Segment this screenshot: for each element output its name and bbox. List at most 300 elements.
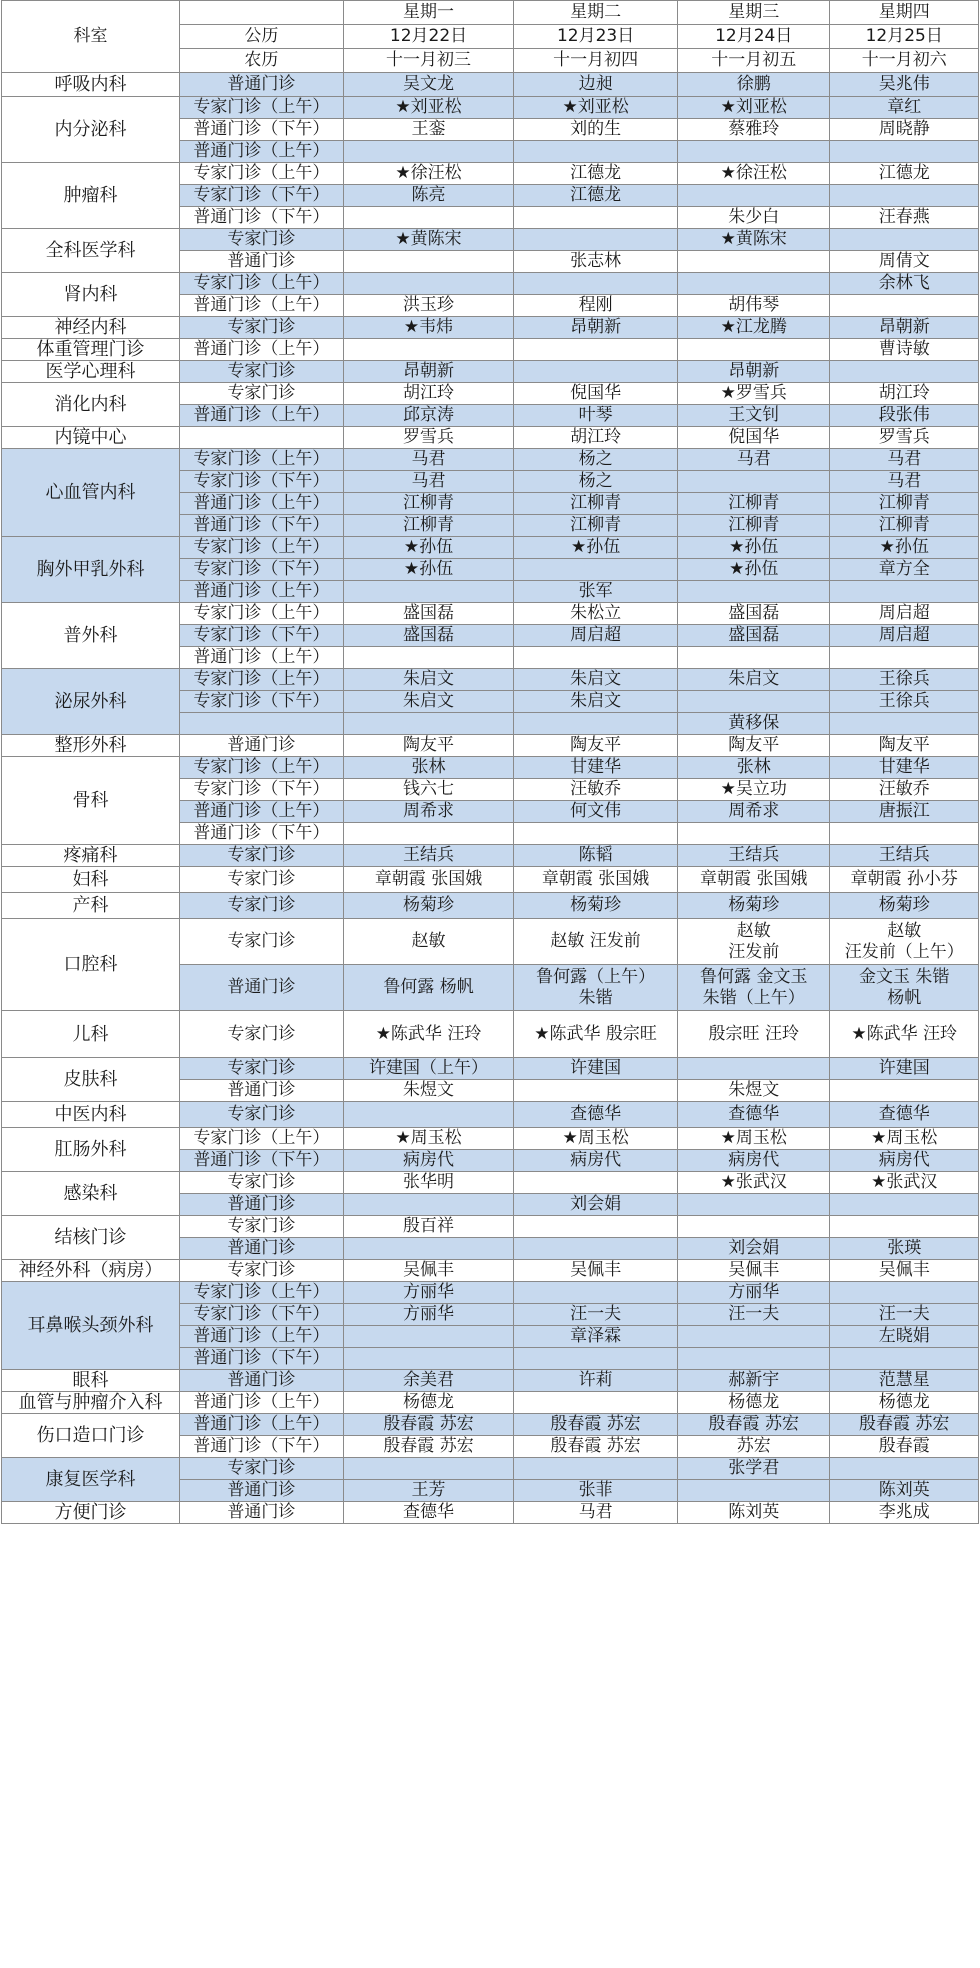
doctor-cell: 江柳青 [514, 515, 678, 537]
clinic-type: 普通门诊 [179, 1194, 343, 1216]
doctor-cell [343, 1102, 513, 1128]
doctor-cell [830, 229, 979, 251]
doctor-cell: 胡江玲 [514, 427, 678, 449]
doctor-cell: 江德龙 [830, 163, 979, 185]
doctor-cell: 杨菊珍 [830, 893, 979, 919]
doctor-cell: ★罗雪兵 [678, 383, 830, 405]
doctor-cell: 章朝霞 张国娥 [678, 867, 830, 893]
doctor-cell: 曹诗敏 [830, 339, 979, 361]
clinic-type: 普通门诊（下午） [179, 1436, 343, 1458]
doctor-cell: 方丽华 [678, 1282, 830, 1304]
doctor-cell: 汪一夫 [514, 1304, 678, 1326]
doctor-cell: 杨菊珍 [343, 893, 513, 919]
doctor-cell: 郝新宇 [678, 1370, 830, 1392]
doctor-cell: 病房代 [514, 1150, 678, 1172]
doctor-cell: 倪国华 [678, 427, 830, 449]
doctor-cell: 罗雪兵 [343, 427, 513, 449]
doctor-cell: 马君 [830, 449, 979, 471]
department-name: 内分泌科 [2, 97, 180, 163]
doctor-cell: 左晓娟 [830, 1326, 979, 1348]
lunar-date: 十一月初六 [830, 49, 979, 73]
doctor-cell: ★黄陈宋 [678, 229, 830, 251]
doctor-cell: 张志林 [514, 251, 678, 273]
doctor-cell [830, 141, 979, 163]
department-name: 肾内科 [2, 273, 180, 317]
doctor-cell: 查德华 [830, 1102, 979, 1128]
doctor-cell: 胡伟琴 [678, 295, 830, 317]
doctor-cell: 周启超 [514, 625, 678, 647]
doctor-cell: 杨菊珍 [514, 893, 678, 919]
department-name: 产科 [2, 893, 180, 919]
department-name: 体重管理门诊 [2, 339, 180, 361]
department-name: 内镜中心 [2, 427, 180, 449]
doctor-cell: ★孙伍 [830, 537, 979, 559]
weekday-header: 星期一 [343, 1, 513, 25]
doctor-cell: 朱少白 [678, 207, 830, 229]
doctor-cell: 章朝霞 张国娥 [514, 867, 678, 893]
doctor-cell [514, 207, 678, 229]
doctor-cell: 周倩文 [830, 251, 979, 273]
doctor-cell: 吴文龙 [343, 73, 513, 97]
doctor-cell [830, 823, 979, 845]
doctor-cell [678, 1326, 830, 1348]
doctor-cell [678, 691, 830, 713]
doctor-cell: 江柳青 [514, 493, 678, 515]
doctor-cell: 周晓静 [830, 119, 979, 141]
doctor-cell [678, 1348, 830, 1370]
gregorian-date: 12月22日 [343, 25, 513, 49]
doctor-cell: 殷春霞 苏宏 [343, 1414, 513, 1436]
doctor-cell: 赵敏 汪发前（上午） [830, 919, 979, 965]
doctor-cell: 江德龙 [514, 163, 678, 185]
schedule-row [2, 669, 979, 691]
doctor-cell: 张林 [678, 757, 830, 779]
doctor-cell: 陶友平 [678, 735, 830, 757]
schedule-body [2, 1, 979, 1524]
department-name: 医学心理科 [2, 361, 180, 383]
doctor-cell: ★吴立功 [678, 779, 830, 801]
doctor-cell: 章朝霞 张国娥 [343, 867, 513, 893]
doctor-cell: 杨菊珍 [678, 893, 830, 919]
department-name: 肛肠外科 [2, 1128, 180, 1172]
doctor-cell: 陈刘英 [678, 1502, 830, 1524]
clinic-type: 普通门诊（上午） [179, 647, 343, 669]
schedule-row [2, 893, 979, 919]
schedule-row [2, 229, 979, 251]
department-name: 心血管内科 [2, 449, 180, 537]
doctor-cell: 王芳 [343, 1480, 513, 1502]
doctor-cell [830, 361, 979, 383]
doctor-cell: ★张武汉 [830, 1172, 979, 1194]
doctor-cell: 江柳青 [678, 493, 830, 515]
doctor-cell: 张学君 [678, 1458, 830, 1480]
department-name: 整形外科 [2, 735, 180, 757]
doctor-cell: 查德华 [678, 1102, 830, 1128]
doctor-cell [830, 1216, 979, 1238]
schedule-row [2, 1414, 979, 1436]
doctor-cell: 朱启文 [678, 669, 830, 691]
department-name: 感染科 [2, 1172, 180, 1216]
gregorian-date: 12月24日 [678, 25, 830, 49]
doctor-cell: 王文钊 [678, 405, 830, 427]
doctor-cell: ★孙伍 [514, 537, 678, 559]
doctor-cell [514, 823, 678, 845]
doctor-cell: 杨德龙 [830, 1392, 979, 1414]
doctor-cell [678, 185, 830, 207]
department-name: 伤口造口门诊 [2, 1414, 180, 1458]
doctor-cell: 杨之 [514, 471, 678, 493]
doctor-cell: ★刘亚松 [514, 97, 678, 119]
doctor-cell [514, 1216, 678, 1238]
doctor-cell [343, 273, 513, 295]
doctor-cell: 范慧星 [830, 1370, 979, 1392]
schedule-row [2, 757, 979, 779]
doctor-cell: 吴佩丰 [678, 1260, 830, 1282]
schedule-row [2, 449, 979, 471]
doctor-cell [830, 185, 979, 207]
schedule-row [2, 1502, 979, 1524]
doctor-cell: 段张伟 [830, 405, 979, 427]
department-name: 胸外甲乳外科 [2, 537, 180, 603]
doctor-cell [514, 1080, 678, 1102]
doctor-cell: 王徐兵 [830, 669, 979, 691]
doctor-cell [514, 559, 678, 581]
department-name: 疼痛科 [2, 845, 180, 867]
clinic-type: 普通门诊（上午） [179, 493, 343, 515]
clinic-type: 专家门诊 [179, 1058, 343, 1080]
doctor-cell: 盛国磊 [343, 603, 513, 625]
department-name: 结核门诊 [2, 1216, 180, 1260]
department-name: 肿瘤科 [2, 163, 180, 229]
department-name: 妇科 [2, 867, 180, 893]
doctor-cell: 朱启文 [514, 691, 678, 713]
clinic-type: 普通门诊（上午） [179, 405, 343, 427]
doctor-cell: 程刚 [514, 295, 678, 317]
clinic-type: 普通门诊（下午） [179, 119, 343, 141]
clinic-type: 专家门诊 [179, 229, 343, 251]
department-name: 血管与肿瘤介入科 [2, 1392, 180, 1414]
doctor-cell: 殷春霞 苏宏 [514, 1436, 678, 1458]
doctor-cell: 许莉 [514, 1370, 678, 1392]
doctor-cell: 江柳青 [678, 515, 830, 537]
schedule-row [2, 1458, 979, 1480]
clinic-type: 普通门诊 [179, 1080, 343, 1102]
doctor-cell: 胡江玲 [343, 383, 513, 405]
department-name: 儿科 [2, 1011, 180, 1058]
clinic-type: 普通门诊（下午） [179, 515, 343, 537]
doctor-cell: ★刘亚松 [343, 97, 513, 119]
doctor-cell: 汪一夫 [678, 1304, 830, 1326]
doctor-cell: 甘建华 [514, 757, 678, 779]
schedule-row [2, 317, 979, 339]
weekday-header: 星期四 [830, 1, 979, 25]
doctor-cell: 李兆成 [830, 1502, 979, 1524]
doctor-cell: 胡江玲 [830, 383, 979, 405]
doctor-cell [830, 1458, 979, 1480]
doctor-cell: 昂朝新 [830, 317, 979, 339]
weekday-header: 星期三 [678, 1, 830, 25]
doctor-cell: 倪国华 [514, 383, 678, 405]
doctor-cell: 鲁何露 杨帆 [343, 965, 513, 1011]
doctor-cell [830, 1348, 979, 1370]
doctor-cell: ★韦炜 [343, 317, 513, 339]
doctor-cell [514, 229, 678, 251]
clinic-type [179, 713, 343, 735]
doctor-cell: 盛国磊 [343, 625, 513, 647]
doctor-cell [343, 1458, 513, 1480]
doctor-cell: 张林 [343, 757, 513, 779]
doctor-cell: 病房代 [678, 1150, 830, 1172]
doctor-cell: 章方全 [830, 559, 979, 581]
clinic-type: 专家门诊（上午） [179, 537, 343, 559]
doctor-cell: ★周玉松 [830, 1128, 979, 1150]
header-blank-cell [179, 1, 343, 25]
doctor-cell [678, 339, 830, 361]
doctor-cell: 昂朝新 [514, 317, 678, 339]
doctor-cell [514, 273, 678, 295]
doctor-cell [678, 1194, 830, 1216]
doctor-cell [343, 581, 513, 603]
doctor-cell: 江柳青 [343, 515, 513, 537]
doctor-cell [343, 207, 513, 229]
doctor-cell: 马君 [678, 449, 830, 471]
department-name: 全科医学科 [2, 229, 180, 273]
schedule-row [2, 603, 979, 625]
doctor-cell: 金文玉 朱锴 杨帆 [830, 965, 979, 1011]
department-name: 神经外科（病房） [2, 1260, 180, 1282]
schedule-row [2, 1260, 979, 1282]
clinic-type: 普通门诊（上午） [179, 1414, 343, 1436]
doctor-cell [678, 1480, 830, 1502]
schedule-row [2, 1128, 979, 1150]
dept-header-cell: 科室 [2, 1, 180, 73]
clinic-type: 普通门诊 [179, 735, 343, 757]
lunar-label: 农历 [179, 49, 343, 73]
clinic-type: 普通门诊（上午） [179, 339, 343, 361]
doctor-cell [678, 581, 830, 603]
doctor-cell: 徐鹏 [678, 73, 830, 97]
doctor-cell: 章朝霞 孙小芬 [830, 867, 979, 893]
doctor-cell: 张华明 [343, 1172, 513, 1194]
doctor-cell: ★孙伍 [678, 559, 830, 581]
clinic-type: 专家门诊（上午） [179, 1282, 343, 1304]
doctor-cell: 章红 [830, 97, 979, 119]
clinic-type: 专家门诊 [179, 1011, 343, 1058]
department-name: 神经内科 [2, 317, 180, 339]
doctor-cell [514, 1238, 678, 1260]
clinic-type: 专家门诊 [179, 1102, 343, 1128]
doctor-cell: 马君 [343, 471, 513, 493]
clinic-type: 专家门诊 [179, 919, 343, 965]
schedule-row [2, 1216, 979, 1238]
schedule-row [2, 1102, 979, 1128]
doctor-cell: 刘会娟 [678, 1238, 830, 1260]
doctor-cell: 殷百祥 [343, 1216, 513, 1238]
department-name: 皮肤科 [2, 1058, 180, 1102]
doctor-cell: ★孙伍 [343, 537, 513, 559]
doctor-cell: 杨德龙 [678, 1392, 830, 1414]
doctor-cell: 陈亮 [343, 185, 513, 207]
clinic-type: 专家门诊 [179, 361, 343, 383]
doctor-cell [343, 1326, 513, 1348]
doctor-cell: 病房代 [830, 1150, 979, 1172]
doctor-cell: 方丽华 [343, 1304, 513, 1326]
clinic-type: 专家门诊 [179, 1260, 343, 1282]
clinic-type: 专家门诊 [179, 317, 343, 339]
department-name: 普外科 [2, 603, 180, 669]
clinic-type: 专家门诊（下午） [179, 471, 343, 493]
doctor-cell: 昂朝新 [343, 361, 513, 383]
doctor-cell [514, 647, 678, 669]
schedule-row [2, 1370, 979, 1392]
doctor-cell [678, 141, 830, 163]
clinic-type: 专家门诊（下午） [179, 625, 343, 647]
clinic-type: 普通门诊 [179, 1370, 343, 1392]
doctor-cell [514, 1282, 678, 1304]
clinic-type: 普通门诊（上午） [179, 141, 343, 163]
clinic-type: 专家门诊（下午） [179, 559, 343, 581]
gregorian-label: 公历 [179, 25, 343, 49]
doctor-cell [678, 1058, 830, 1080]
doctor-cell [514, 361, 678, 383]
clinic-type: 普通门诊 [179, 251, 343, 273]
doctor-cell: 章泽霖 [514, 1326, 678, 1348]
schedule-row [2, 273, 979, 295]
doctor-cell [514, 1172, 678, 1194]
doctor-cell: 张菲 [514, 1480, 678, 1502]
schedule-row [2, 845, 979, 867]
doctor-cell: 吴兆伟 [830, 73, 979, 97]
clinic-type: 普通门诊（上午） [179, 295, 343, 317]
schedule-row [2, 1058, 979, 1080]
doctor-cell: 鲁何露 金文玉 朱锴（上午） [678, 965, 830, 1011]
doctor-cell: 吴佩丰 [514, 1260, 678, 1282]
doctor-cell: ★江龙腾 [678, 317, 830, 339]
doctor-cell: 许建国 [514, 1058, 678, 1080]
doctor-cell [514, 1348, 678, 1370]
doctor-cell: 吴佩丰 [343, 1260, 513, 1282]
doctor-cell: 汪敏乔 [830, 779, 979, 801]
doctor-cell: ★周玉松 [514, 1128, 678, 1150]
doctor-cell: ★徐汪松 [678, 163, 830, 185]
doctor-cell: 王结兵 [678, 845, 830, 867]
clinic-type: 专家门诊（上午） [179, 603, 343, 625]
doctor-cell: 盛国磊 [678, 603, 830, 625]
doctor-cell: 殷宗旺 汪玲 [678, 1011, 830, 1058]
department-name: 康复医学科 [2, 1458, 180, 1502]
department-name: 方便门诊 [2, 1502, 180, 1524]
doctor-cell: 方丽华 [343, 1282, 513, 1304]
doctor-cell: 殷春霞 苏宏 [678, 1414, 830, 1436]
doctor-cell: 张军 [514, 581, 678, 603]
doctor-cell: 查德华 [343, 1502, 513, 1524]
clinic-type: 专家门诊（上午） [179, 273, 343, 295]
doctor-cell: 江柳青 [830, 515, 979, 537]
clinic-type: 专家门诊（上午） [179, 669, 343, 691]
clinic-type: 普通门诊（下午） [179, 1150, 343, 1172]
doctor-cell: 陈刘英 [830, 1480, 979, 1502]
doctor-cell: 王结兵 [830, 845, 979, 867]
doctor-cell [830, 1282, 979, 1304]
clinic-type: 专家门诊（上午） [179, 449, 343, 471]
lunar-date: 十一月初三 [343, 49, 513, 73]
doctor-cell [343, 647, 513, 669]
department-name: 呼吸内科 [2, 73, 180, 97]
schedule-row [2, 919, 979, 965]
schedule-row [2, 97, 979, 119]
clinic-type: 普通门诊 [179, 965, 343, 1011]
doctor-cell: 边昶 [514, 73, 678, 97]
clinic-type: 专家门诊（上午） [179, 757, 343, 779]
doctor-cell [830, 1080, 979, 1102]
doctor-cell: 朱煜文 [678, 1080, 830, 1102]
schedule-row [2, 339, 979, 361]
department-name: 骨科 [2, 757, 180, 845]
doctor-cell: 王结兵 [343, 845, 513, 867]
doctor-cell: 王徐兵 [830, 691, 979, 713]
clinic-type: 普通门诊（下午） [179, 823, 343, 845]
clinic-type: 普通门诊 [179, 73, 343, 97]
schedule-row [2, 383, 979, 405]
doctor-cell: 朱松立 [514, 603, 678, 625]
doctor-cell: ★刘亚松 [678, 97, 830, 119]
clinic-type: 专家门诊 [179, 383, 343, 405]
doctor-cell: 刘的生 [514, 119, 678, 141]
doctor-cell [830, 647, 979, 669]
clinic-type: 普通门诊（上午） [179, 1392, 343, 1414]
doctor-cell: 黄移保 [678, 713, 830, 735]
schedule-row [2, 1172, 979, 1194]
doctor-cell: 唐振江 [830, 801, 979, 823]
clinic-type: 专家门诊（下午） [179, 779, 343, 801]
doctor-cell [514, 1392, 678, 1414]
schedule-row [2, 1282, 979, 1304]
doctor-cell [343, 1238, 513, 1260]
doctor-cell: 洪玉珍 [343, 295, 513, 317]
doctor-cell: ★周玉松 [678, 1128, 830, 1150]
doctor-cell: 甘建华 [830, 757, 979, 779]
doctor-cell: 陶友平 [343, 735, 513, 757]
clinic-type: 普通门诊（上午） [179, 1326, 343, 1348]
doctor-cell: 赵敏 [343, 919, 513, 965]
doctor-cell: 江柳青 [343, 493, 513, 515]
doctor-cell [678, 471, 830, 493]
doctor-cell: 张瑛 [830, 1238, 979, 1260]
doctor-cell: 许建国（上午） [343, 1058, 513, 1080]
doctor-cell: 余美君 [343, 1370, 513, 1392]
department-name: 眼科 [2, 1370, 180, 1392]
schedule-row [2, 867, 979, 893]
doctor-cell [678, 251, 830, 273]
header-row-weekday [2, 1, 979, 25]
lunar-date: 十一月初四 [514, 49, 678, 73]
clinic-type: 专家门诊（上午） [179, 1128, 343, 1150]
doctor-cell: 周希求 [343, 801, 513, 823]
doctor-cell [678, 647, 830, 669]
doctor-cell: ★徐汪松 [343, 163, 513, 185]
doctor-cell: 苏宏 [678, 1436, 830, 1458]
doctor-cell: 陶友平 [830, 735, 979, 757]
doctor-cell: 汪一夫 [830, 1304, 979, 1326]
doctor-cell [678, 823, 830, 845]
doctor-cell: 赵敏 汪发前 [514, 919, 678, 965]
doctor-cell: 王銮 [343, 119, 513, 141]
doctor-cell: 蔡雅玲 [678, 119, 830, 141]
doctor-cell [830, 1194, 979, 1216]
doctor-cell: 余林飞 [830, 273, 979, 295]
doctor-cell [678, 273, 830, 295]
schedule-row [2, 735, 979, 757]
